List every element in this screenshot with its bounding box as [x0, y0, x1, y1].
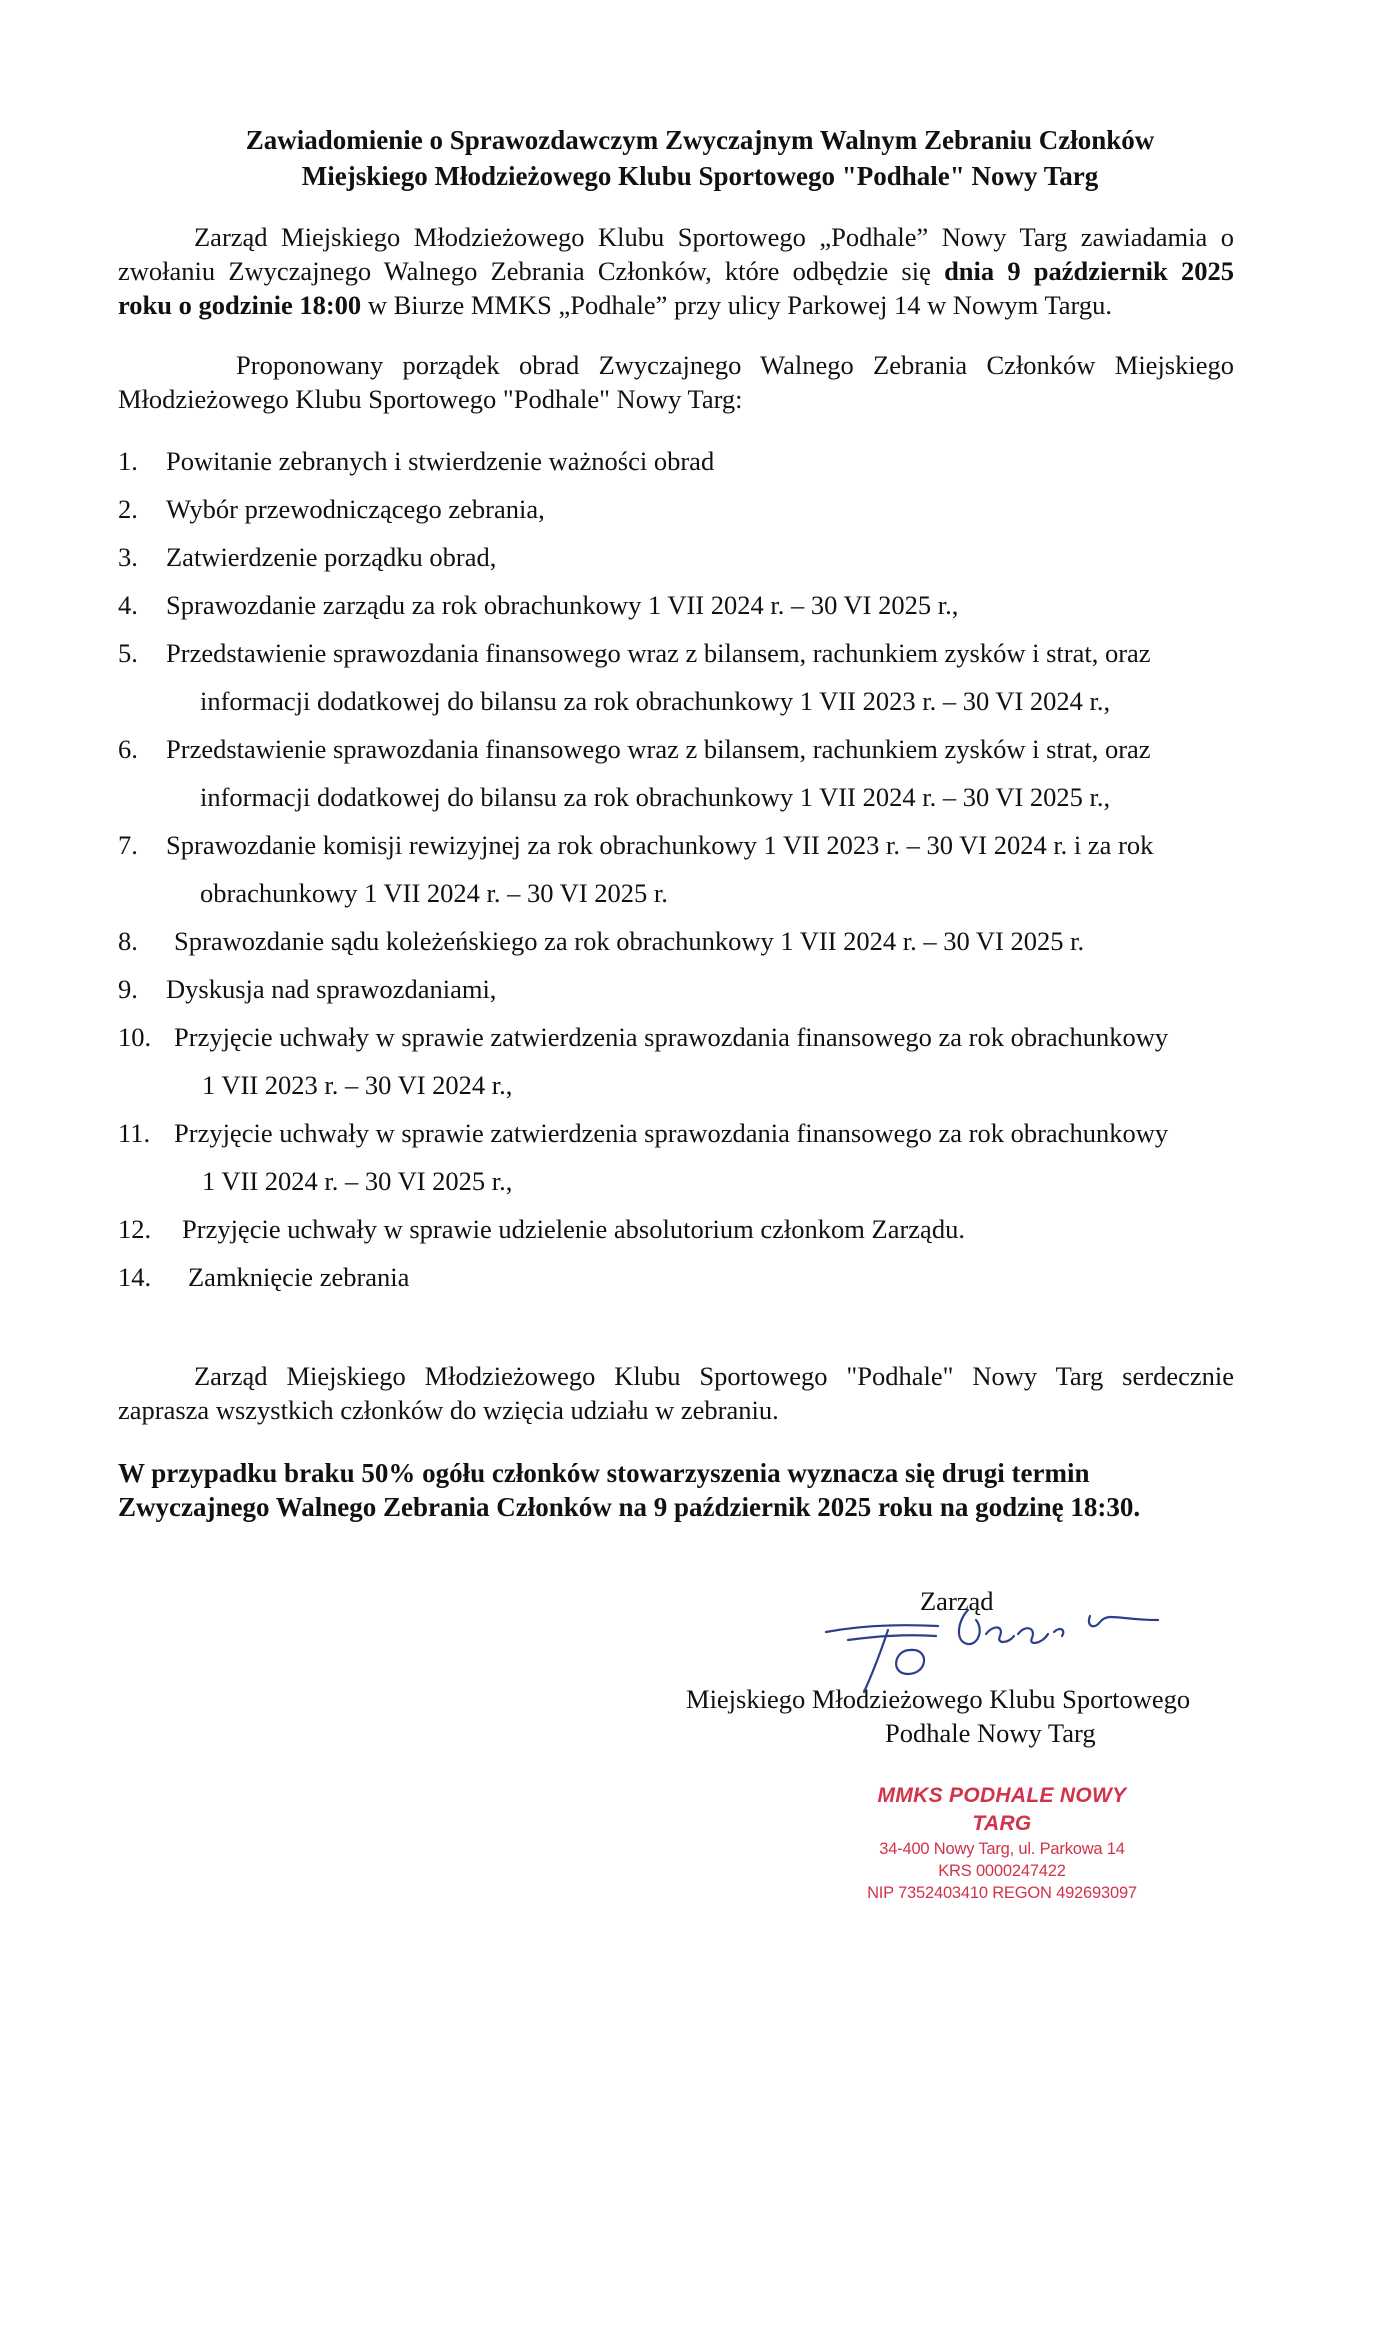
agenda-item-continuation: 1 VII 2024 r. – 30 VI 2025 r.,: [202, 1166, 513, 1196]
agenda-item-number: 7.: [118, 830, 138, 860]
agenda-item-number: 4.: [118, 590, 138, 620]
agenda-item-number: 10.: [118, 1022, 152, 1052]
intro-line-2-text: zwołaniu Zwyczajnego Walnego Zebrania Członków, które odbędzie się: [118, 256, 945, 286]
agenda-item-text: Zatwierdzenie porządku obrad,: [166, 542, 497, 572]
signoff-club-line-2: Podhale Nowy Targ: [885, 1718, 1096, 1748]
agenda-item-number: 11.: [118, 1118, 151, 1148]
agenda-item-text: Powitanie zebranych i stwierdzenie ważności obrad: [166, 446, 715, 476]
agenda-item-text: Dyskusja nad sprawozdaniami,: [166, 974, 497, 1004]
agenda-item-text: Przyjęcie uchwały w sprawie zatwierdzenia sprawozdania finansowego za rok obrachunkowy: [174, 1022, 1169, 1052]
agenda-item-continuation: obrachunkowy 1 VII 2024 r. – 30 VI 2025 r.: [200, 878, 668, 908]
intro-line-3-text: w Biurze MMKS „Podhale” przy ulicy Parkowej 14 w Nowym Targu.: [361, 290, 1113, 320]
intro-paragraph: [118, 220, 1234, 322]
signoff-club-line-1: Miejskiego Młodzieżowego Klubu Sportowego: [686, 1684, 1191, 1714]
agenda-item-number: 6.: [118, 734, 138, 764]
title-line-2: Miejskiego Młodzieżowego Klubu Sportowego "Podhale" Nowy Targ: [301, 161, 1099, 191]
signoff-board: Zarząd: [920, 1586, 994, 1616]
title-line-1: Zawiadomienie o Sprawozdawczym Zwyczajnym Walnym Zebraniu Członków: [245, 125, 1155, 155]
agenda-item-number: 14.: [118, 1262, 152, 1292]
agenda-item-text: Przyjęcie uchwały w sprawie udzielenie absolutorium członkom Zarządu.: [182, 1214, 965, 1244]
agenda-item-continuation: informacji dodatkowej do bilansu za rok obrachunkowy 1 VII 2023 r. – 30 VI 2024 r.,: [200, 686, 1111, 716]
second-term-line-1: W przypadku braku 50% ogółu członków stowarzyszenia wyznacza się drugi termin: [118, 1458, 1090, 1488]
intro-line-1: Zarząd Miejskiego Młodzieżowego Klubu Sportowego „Podhale” Nowy Targ zawiadamia o: [194, 222, 1234, 252]
agenda-item-number: 3.: [118, 542, 138, 572]
agenda-item-text: Zamknięcie zebrania: [188, 1262, 410, 1292]
agenda-item-number: 5.: [118, 638, 138, 668]
agenda-item-text: Wybór przewodniczącego zebrania,: [166, 494, 545, 524]
agenda-item-text: Przyjęcie uchwały w sprawie zatwierdzenia sprawozdania finansowego za rok obrachunkowy: [174, 1118, 1169, 1148]
stamp-krs: KRS 0000247422: [938, 1862, 1066, 1880]
agenda-item-text: Sprawozdanie komisji rewizyjnej za rok obrachunkowy 1 VII 2023 r. – 30 VI 2024 r. i za rok: [166, 830, 1154, 860]
second-term-line-2: Zwyczajnego Walnego Zebrania Członków na 9 październik 2025 roku na godzinę 18:30.: [118, 1492, 1141, 1522]
agenda-item-number: 8.: [118, 926, 138, 956]
agenda-intro-line-1: Proponowany porządek obrad Zwyczajnego Walnego Zebrania Członków Miejskiego: [236, 350, 1234, 380]
invitation-line-1: Zarząd Miejskiego Młodzieżowego Klubu Sportowego "Podhale" Nowy Targ serdecznie: [194, 1361, 1234, 1391]
invitation-line-2: zaprasza wszystkich członków do wzięcia udziału w zebraniu.: [118, 1395, 779, 1425]
intro-line-3: [118, 288, 1234, 322]
agenda-item-continuation: informacji dodatkowej do bilansu za rok obrachunkowy 1 VII 2024 r. – 30 VI 2025 r.,: [200, 782, 1111, 812]
document-title: [0, 122, 1400, 194]
club-stamp: [852, 1782, 1152, 1904]
intro-line-2: [118, 254, 1234, 288]
agenda-item-number: 12.: [118, 1214, 152, 1244]
stamp-club-name: MMKS PODHALE NOWY TARG: [877, 1784, 1127, 1835]
agenda-item-text: Sprawozdanie sądu koleżeńskiego za rok obrachunkowy 1 VII 2024 r. – 30 VI 2025 r.: [174, 926, 1085, 956]
meeting-date: dnia 9 październik 2025: [944, 256, 1234, 286]
meeting-time: roku o godzinie 18:00: [118, 290, 362, 320]
agenda-item-number: 2.: [118, 494, 138, 524]
agenda-item-text: Przedstawienie sprawozdania finansowego wraz z bilansem, rachunkiem zysków i strat, oraz: [166, 734, 1151, 764]
stamp-address: 34-400 Nowy Targ, ul. Parkowa 14: [879, 1840, 1125, 1858]
agenda-intro-paragraph: [118, 348, 1234, 416]
agenda-item-number: 9.: [118, 974, 138, 1004]
agenda-item-text: Sprawozdanie zarządu za rok obrachunkowy 1 VII 2024 r. – 30 VI 2025 r.,: [166, 590, 959, 620]
agenda-item-continuation: 1 VII 2023 r. – 30 VI 2024 r.,: [202, 1070, 513, 1100]
stamp-tax-ids: NIP 7352403410 REGON 492693097: [867, 1884, 1137, 1902]
agenda-item-number: 1.: [118, 446, 138, 476]
invitation-paragraph: [118, 1359, 1234, 1427]
agenda-item-text: Przedstawienie sprawozdania finansowego wraz z bilansem, rachunkiem zysków i strat, oraz: [166, 638, 1151, 668]
agenda-intro-line-2: Młodzieżowego Klubu Sportowego "Podhale" Nowy Targ:: [118, 384, 743, 414]
handwritten-signature: [818, 1590, 1178, 1700]
second-term-paragraph: [118, 1456, 1234, 1524]
